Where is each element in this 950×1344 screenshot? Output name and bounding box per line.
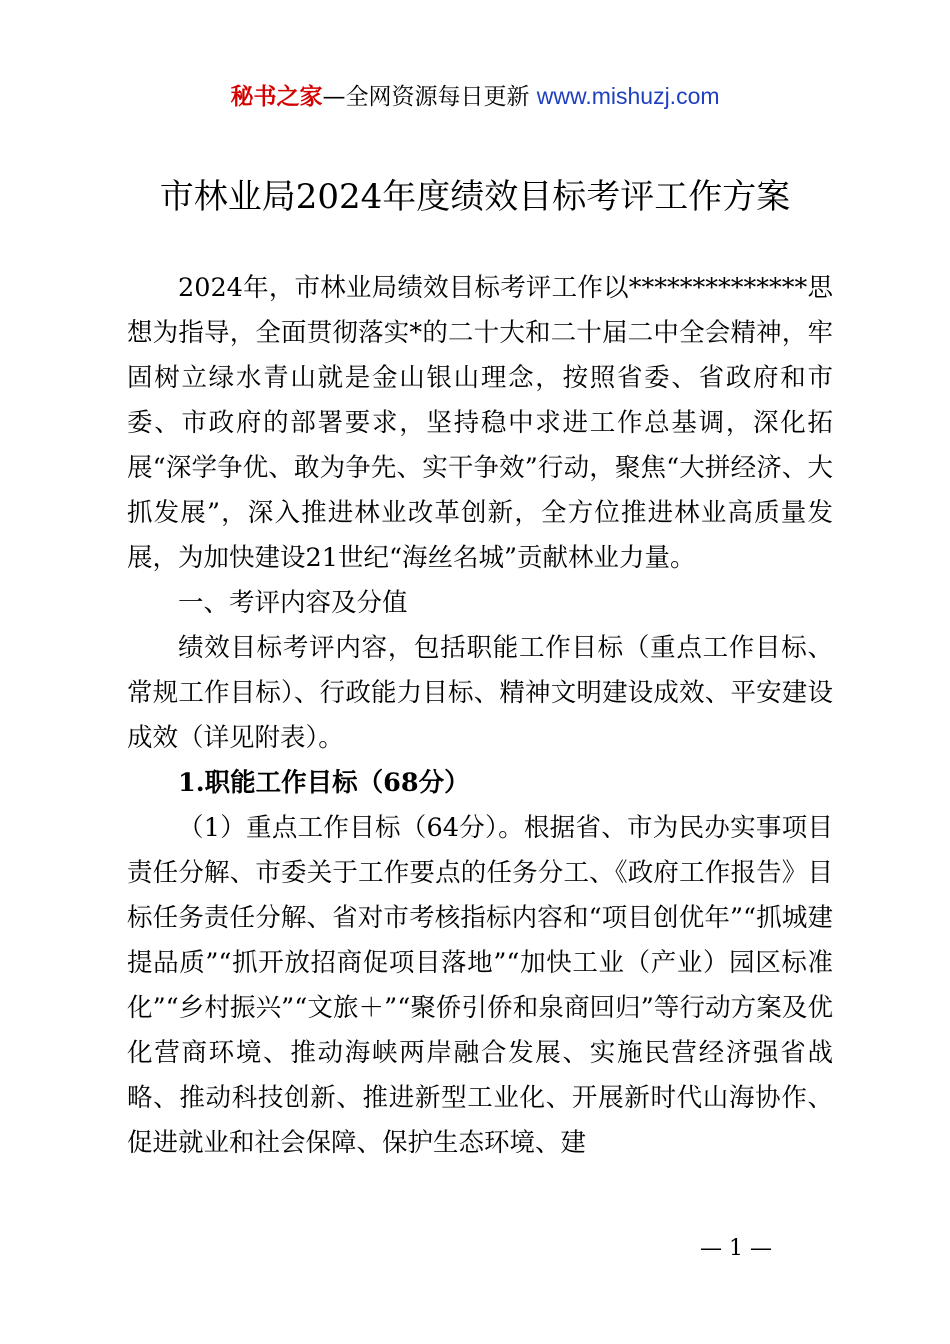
document-title: 市林业局2024年度绩效目标考评工作方案 <box>159 177 791 217</box>
banner-tagline: —全网资源每日更新 <box>322 84 530 110</box>
page-number: — 1 — <box>700 1236 772 1261</box>
site-banner <box>0 80 950 113</box>
brand-name: 秘书之家 <box>230 84 323 110</box>
subsection-heading: 1.职能工作目标（68分） <box>178 768 470 798</box>
document-body <box>127 266 833 1166</box>
section-heading: 一、考评内容及分值 <box>178 588 408 618</box>
site-url[interactable]: www.mishuzj.com <box>536 83 720 109</box>
paragraph-intro: 2024年，市林业局绩效目标考评工作以**************思想为指导，全面贯彻落实*的二十大和二十届二中全会精神，牢固树立绿水青山就是金山银山理念，按照省委、省政府和市委、市政府的部署要求，坚持稳中求进工作总基调，深化拓展“深学争优、敢为争先、实干争效”行动，聚焦“大拼经济、大抓发展”，深入推进林业改革创新，全方位推进林业高质量发展，为加快建设21世纪“海丝名城”贡献林业力量。 <box>127 273 833 573</box>
paragraph-key-targets: （1）重点工作目标（64分）。根据省、市为民办实事项目责任分解、市委关于工作要点的任务分工、《政府工作报告》目标任务责任分解、省对市考核指标内容和“项目创优年”“抓城建提品质”“抓开放招商促项目落地”“加快工业（产业）园区标准化”“乡村振兴”“文旅＋”“聚侨引侨和泉商回归”等行动方案及优化营商环境、推动海峡两岸融合发展、实施民营经济强省战略、推动科技创新、推进新型工业化、开展新时代山海协作、促进就业和社会保障、保护生态环境、建 <box>127 813 833 1158</box>
paragraph-content: 绩效目标考评内容，包括职能工作目标（重点工作目标、常规工作目标）、行政能力目标、精神文明建设成效、平安建设成效（详见附表）。 <box>127 633 833 753</box>
